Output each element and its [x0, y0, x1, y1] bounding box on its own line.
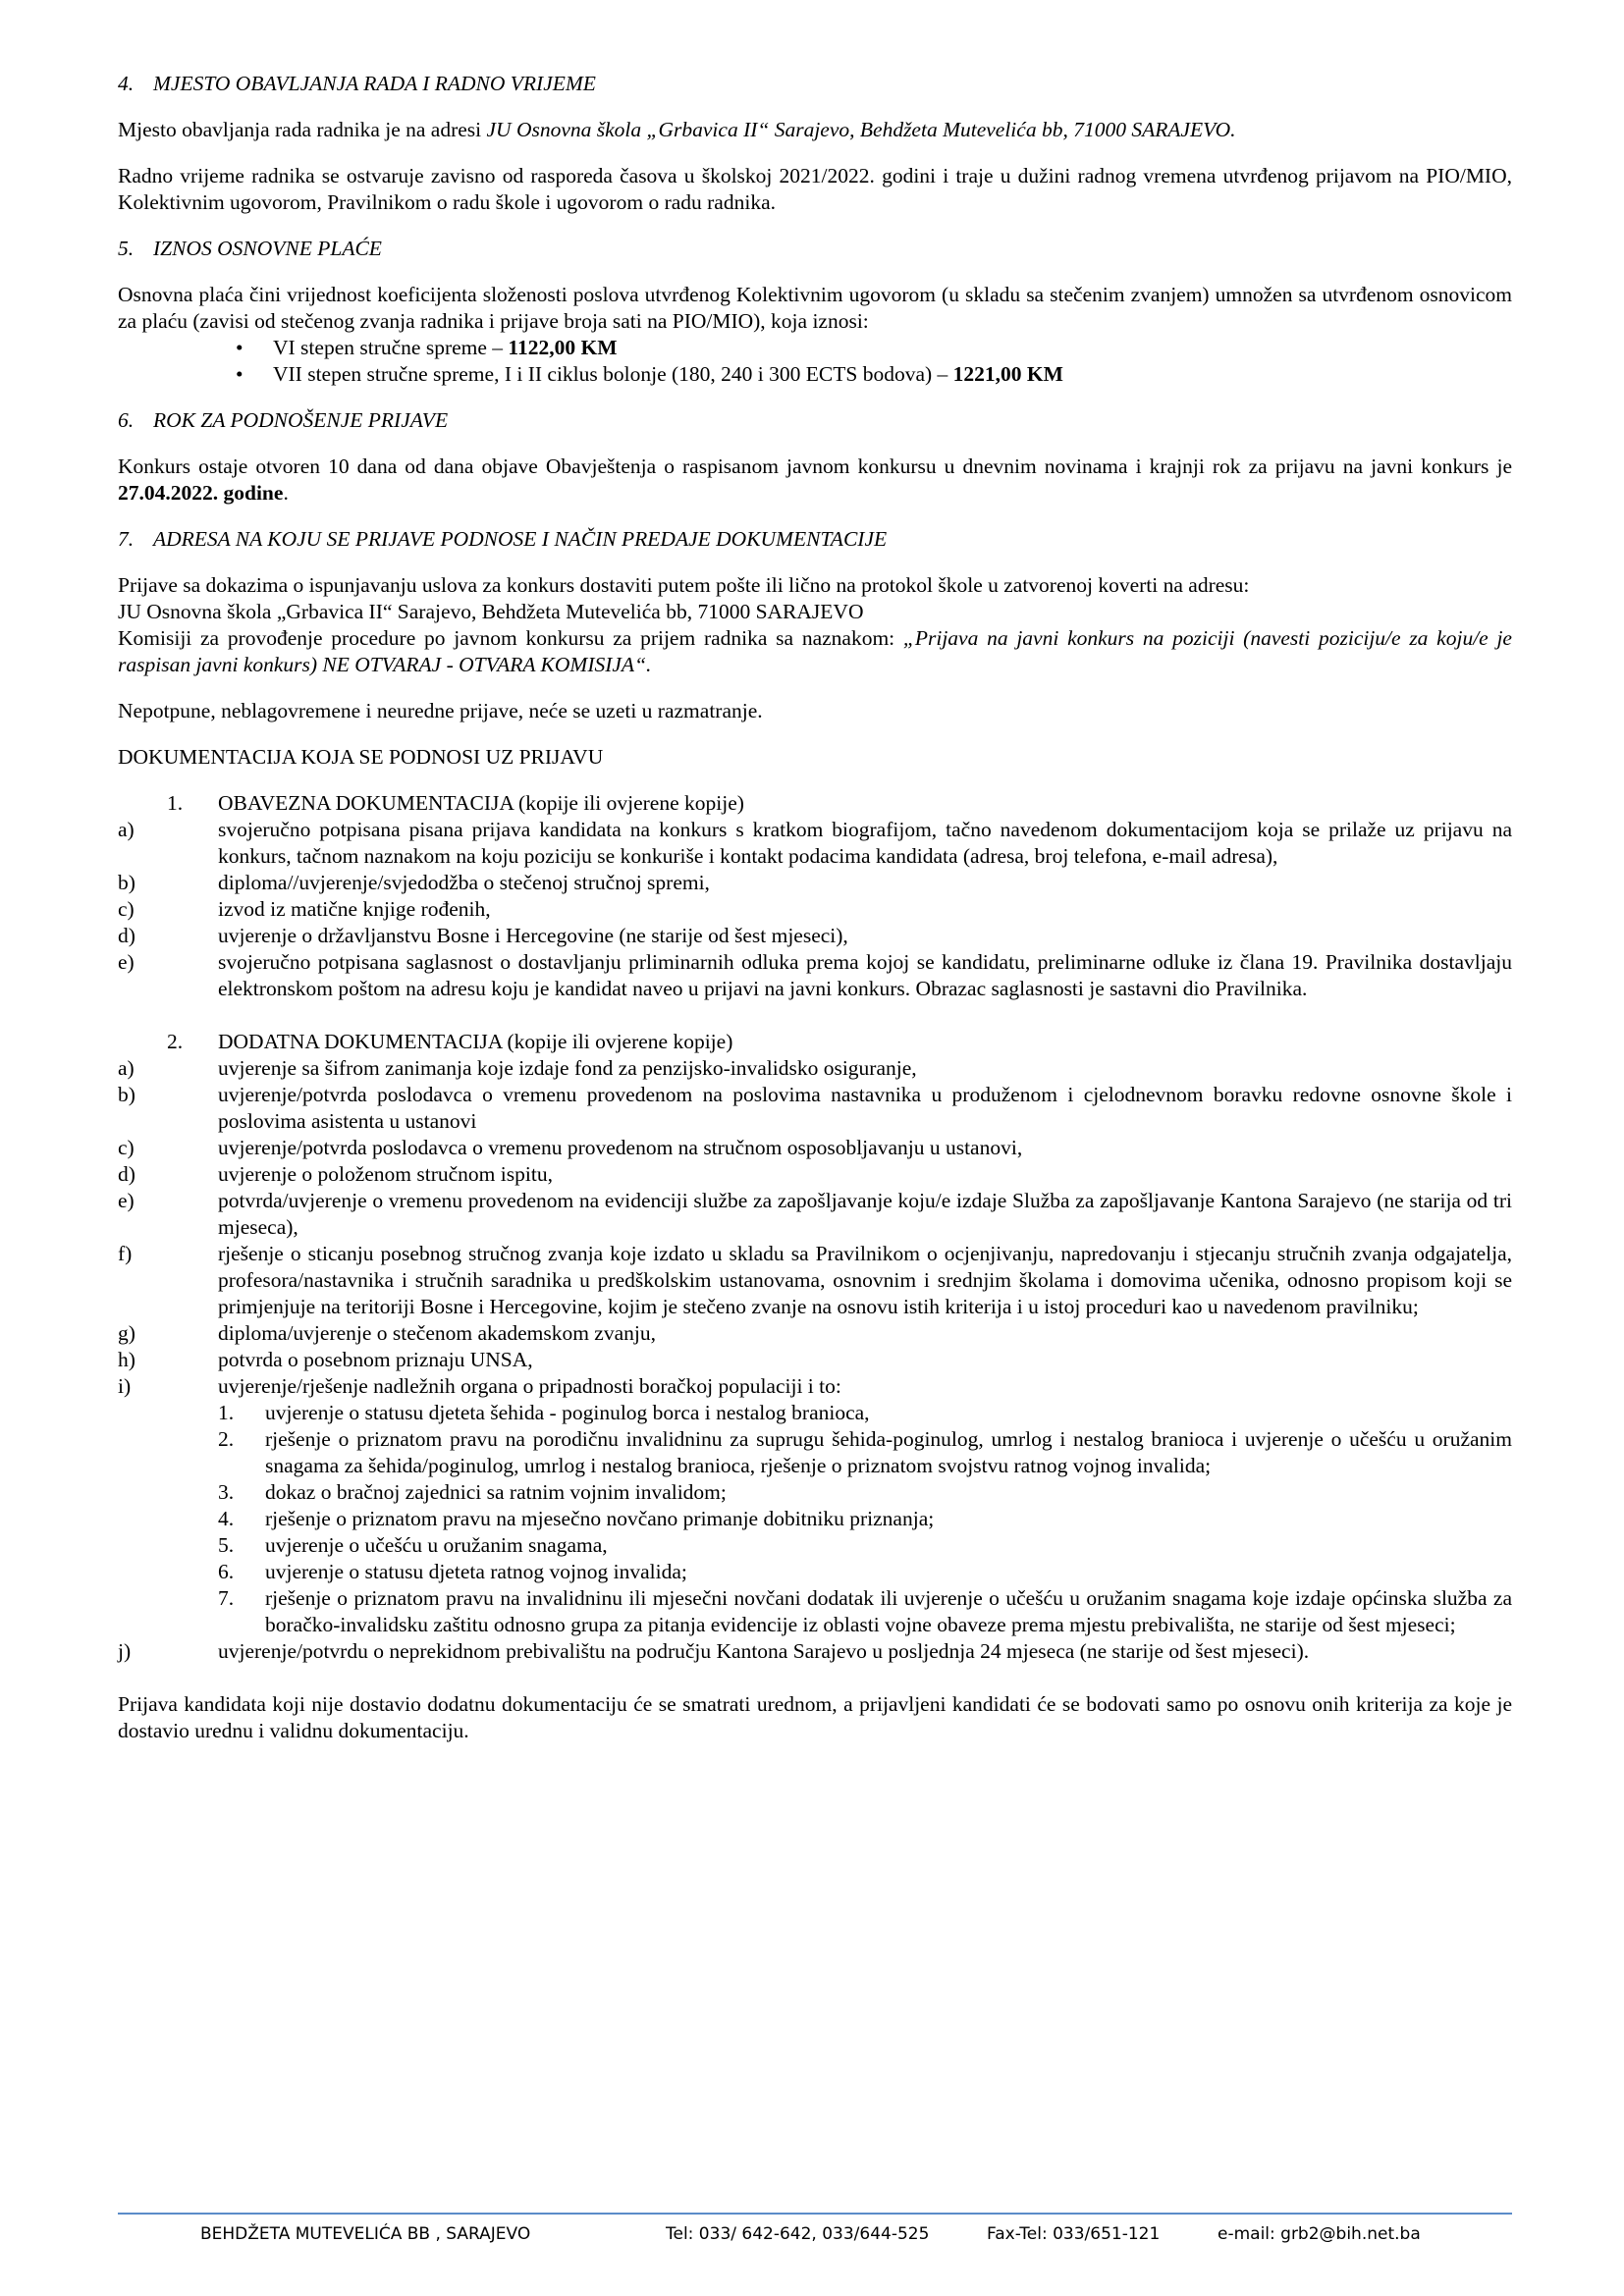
section-5-text: Osnovna plaća čini vrijednost koeficijenta složenosti poslova utvrđenog Kolektivnim ugovorom (u skladu sa stečenim zvanjem) umnožen sa utvrđenom osnovicom za plaću (zavisi od stečenog zvanja radnika i prijave broja sati na PIO/MIO), koja iznosi: [118, 283, 1512, 333]
sub-list-item: 5. uvjerenje o učešću u oružanim snagama, [218, 1533, 608, 1557]
footer-address: BEHDŽETA MUTEVELIĆA BB , SARAJEVO [200, 2224, 531, 2244]
footer-phone: Tel: 033/ 642-642, 033/644-525 [666, 2224, 930, 2244]
section-5-heading: 5. IZNOS OSNOVNE PLAĆE [118, 237, 382, 260]
sub-list-item: 7. rješenje o priznatom pravu na invalidninu ili mjesečni novčani dodatak ili uvjerenje o učešću u oružanim snagama koje izdaje općinska služba za boračko-invalidsku zaštitu odnosno grupa za pitanja evidencije iz oblasti vojne obaveze prema mjestu prebivališta, ne starije od šest mjeseci; [218, 1586, 1512, 1636]
section-4-heading: 4. MJESTO OBAVLJANJA RADA I RADNO VRIJEME [118, 72, 596, 95]
sub-list-item: 1. uvjerenje o statusu djeteta šehida - poginulog borca i nestalog branioca, [218, 1401, 870, 1424]
sub-list-item: 2. rješenje o priznatom pravu na porodičnu invalidninu za suprugu šehida-poginulog, umrlog i nestalog branioca i uvjerenje o učešću u oružanim snagama za šehida/poginulog, umrlog i nestalog branioca, rješenje o priznatom svojstvu ratnog vojnog invalida; [218, 1427, 1512, 1477]
list-item: j) uvjerenje/potvrdu o neprekidnom prebivalištu na području Kantona Sarajevo u posljednja 24 mjeseca (ne starije od šest mjeseci). [118, 1639, 1310, 1663]
mandatory-docs-heading: 1. OBAVEZNA DOKUMENTACIJA (kopije ili ovjerene kopije) [167, 791, 744, 815]
list-item: b) uvjerenje/potvrda poslodavca o vremenu provedenom na poslovima nastavnika u produženom i cjelodnevnom boravku redovne osnovne škole i poslovima asistenta u ustanovi [118, 1083, 1512, 1133]
sub-list-item: 4. rješenje o priznatom pravu na mjesečno novčano primanje dobitniku priznanja; [218, 1507, 935, 1530]
list-item: g) diploma/uvjerenje o stečenom akademskom zvanju, [118, 1321, 656, 1345]
section-6-heading: 6. ROK ZA PODNOŠENJE PRIJAVE [118, 408, 449, 432]
section-7-address-block [118, 572, 1512, 678]
section-4-hours: Radno vrijeme radnika se ostvaruje zavisno od rasporeda časova u školskoj 2021/2022. godini i traje u dužini radnog vremena utvrđenog prijavom na PIO/MIO, Kolektivnim ugovorom, Pravilnikom o radu škole i ugovorom o radu radnika. [118, 164, 1512, 214]
section-6-text: Konkurs ostaje otvoren 10 dana od dana objave Obavještenja o raspisanom javnom konkursu u dnevnim novinama i krajnji rok za prijavu na javni konkurs je 27.04.2022. godine. [118, 454, 1512, 505]
salary-list [118, 335, 1512, 388]
section-4-location: Mjesto obavljanja rada radnika je na adresi JU Osnovna škola „Grbavica II“ Sarajevo, Behdžeta Mutevelića bb, 71000 SARAJEVO. [118, 118, 1236, 141]
list-item: d) uvjerenje o položenom stručnom ispitu, [118, 1162, 553, 1186]
footer-fax: Fax-Tel: 033/651-121 [987, 2224, 1161, 2244]
envelope-label: Komisiji za provođenje procedure po javnom konkursu za prijem radnika sa naznakom: „Prijava na javni konkurs na poziciji (navesti poziciju/e za koju/e je raspisan javni konkurs) NE OTVARAJ - OTVARA KOMISIJA“. [118, 626, 1512, 676]
submission-instructions: Prijave sa dokazima o ispunjavanju uslova za konkurs dostaviti putem pošte ili lično na protokol škole u zatvorenoj koverti na adresu: [118, 573, 1250, 597]
incomplete-notice: Nepotpune, neblagovremene i neuredne prijave, neće se uzeti u razmatranje. [118, 699, 763, 722]
list-item: b) diploma//uvjerenje/svjedodžba o stečenoj stručnoj spremi, [118, 871, 710, 894]
school-address: JU Osnovna škola „Grbavica II“ Sarajevo, Behdžeta Mutevelića bb, 71000 SARAJEVO [118, 600, 864, 623]
list-item: f) rješenje o sticanju posebnog stručnog zvanja koje izdato u skladu sa Pravilnikom o ocjenjivanju, napredovanju i stjecanju stručnih zvanja odgajatelja, profesora/nastavnika i stručnih saradnika u predškolskim ustanovama, osnovnim i srednjim školama i domovima učenika, odnosno propisom koji se primjenjuje na teritoriji Bosne i Hercegovine, kojim je stečeno zvanje na osnovu istih kriterija i u istoj proceduri kao u navedenom pravilniku; [118, 1242, 1512, 1318]
additional-docs-heading: 2. DODATNA DOKUMENTACIJA (kopije ili ovjerene kopije) [167, 1030, 733, 1053]
sub-list-item: 3. dokaz o bračnoj zajednici sa ratnim vojnim invalidom; [218, 1480, 727, 1504]
list-item: a) svojeručno potpisana pisana prijava kandidata na konkurs s kratkom biografijom, tačno navedenom dokumentacijom koja se prilaže uz prijavu na konkurs, tačnom naznakom na koju poziciju se konkuriše i kontakt podacima kandidata (adresa, broj telefona, e-mail adresa), [118, 818, 1512, 868]
list-item: e) potvrda/uvjerenje o vremenu provedenom na evidenciji službe za zapošljavanje koju/e izdaje Služba za zapošljavanje Kantona Sarajevo (ne starija od tri mjeseca), [118, 1189, 1512, 1239]
list-item: c) uvjerenje/potvrda poslodavca o vremenu provedenom na stručnom osposobljavanju u ustanovi, [118, 1136, 1023, 1159]
document-page [118, 71, 1512, 1764]
list-item: h) potvrda o posebnom priznaju UNSA, [118, 1348, 533, 1371]
documents-title: DOKUMENTACIJA KOJA SE PODNOSI UZ PRIJAVU [118, 745, 604, 769]
list-item: e) svojeručno potpisana saglasnost o dostavljanju prliminarnih odluka prema kojoj se kandidatu, preliminarne odluke iz člana 19. Pravilnika dostavljaju elektronskom poštom na adresu koju je kandidat naveo u prijavi na javni konkurs. Obrazac saglasnosti je sastavni dio Pravilnika. [118, 950, 1512, 1000]
closing-paragraph: Prijava kandidata koji nije dostavio dodatnu dokumentaciju će se smatrati urednom, a prijavljeni kandidati će se bodovati samo po osnovu onih kriterija za koje je dostavio urednu i validnu dokumentaciju. [118, 1692, 1512, 1742]
veteran-docs-sublist [218, 1400, 1512, 1638]
list-item: c) izvod iz matične knjige rođenih, [118, 897, 491, 921]
section-7-heading: 7. ADRESA NA KOJU SE PRIJAVE PODNOSE I NAČIN PREDAJE DOKUMENTACIJE [118, 527, 888, 551]
list-item: a) uvjerenje sa šifrom zanimanja koje izdaje fond za penzijsko-invalidsko osiguranje, [118, 1056, 917, 1080]
additional-docs-list [118, 1029, 1512, 1665]
salary-item-vi: • VI stepen stručne spreme – 1122,00 KM [118, 335, 1512, 361]
mandatory-docs-list [118, 790, 1512, 1002]
footer-divider [118, 2213, 1512, 2215]
page-footer [0, 2224, 1624, 2254]
footer-email[interactable]: e-mail: grb2@bih.net.ba [1218, 2224, 1421, 2244]
list-item: d) uvjerenje o državljanstvu Bosne i Hercegovine (ne starije od šest mjeseci), [118, 924, 848, 947]
list-item: i) uvjerenje/rješenje nadležnih organa o pripadnosti boračkoj populaciji i to: [118, 1374, 841, 1398]
sub-list-item: 6. uvjerenje o statusu djeteta ratnog vojnog invalida; [218, 1560, 687, 1583]
salary-item-vii: • VII stepen stručne spreme, I i II ciklus bolonje (180, 240 i 300 ECTS bodova) – 1221,00 KM [118, 361, 1512, 388]
